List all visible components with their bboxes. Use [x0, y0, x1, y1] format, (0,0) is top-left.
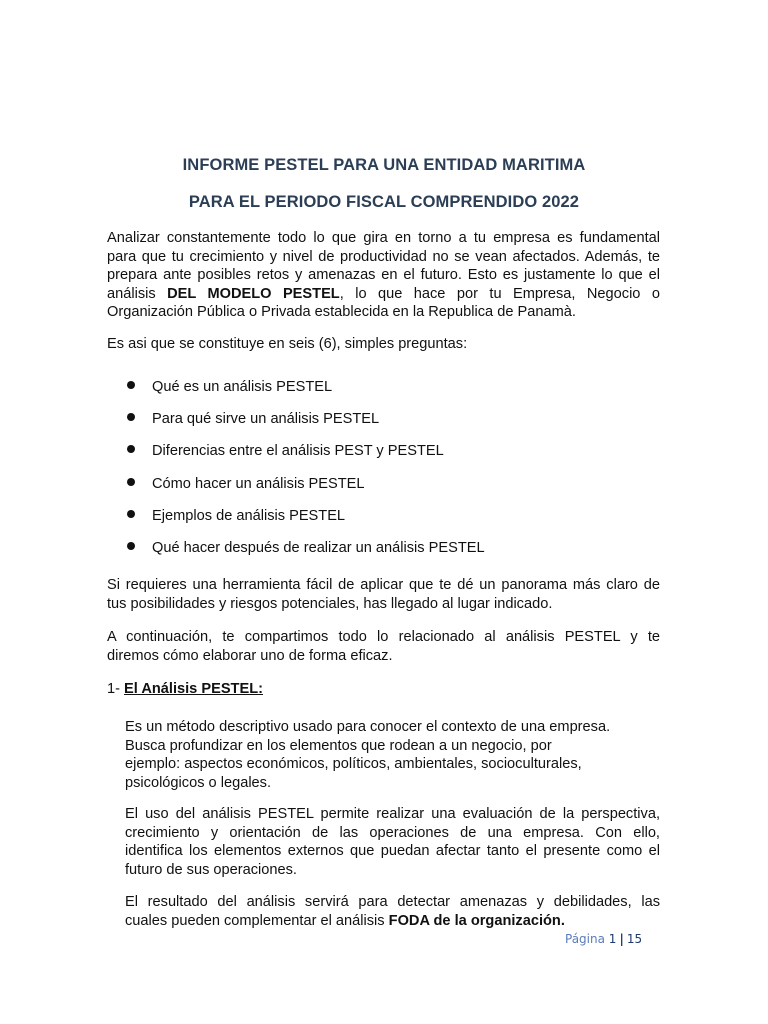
pestel-result-paragraph: [125, 893, 660, 930]
questions-intro-text: Es asi que se constituye en seis (6), simples preguntas:: [107, 336, 468, 352]
pestel-usage-paragraph: [125, 805, 660, 879]
document-title-line-1: INFORME PESTEL PARA UNA ENTIDAD MARITIMA: [182, 156, 586, 174]
intro-text: , lo que hace por tu Empresa, Negocio o: [339, 285, 660, 302]
tool-paragraph: [107, 576, 660, 613]
intro-line: Organización Pública o Privada establecida en la Republica de Panamà.: [107, 304, 576, 321]
questions-list: [127, 378, 485, 571]
total-pages: 15: [626, 932, 643, 946]
list-item: [127, 507, 485, 539]
share-paragraph: [107, 628, 660, 665]
list-item: [127, 378, 485, 410]
intro-line: Analizar constantemente todo lo que gira en torno a tu empresa es fundamental: [107, 230, 660, 246]
list-item: [127, 410, 485, 442]
pestel-model-emphasis: DEL MODELO PESTEL: [167, 285, 340, 302]
list-item: [127, 539, 485, 571]
questions-intro: [107, 335, 660, 354]
usage-line: futuro de sus operaciones.: [125, 861, 297, 878]
section-heading: [107, 680, 263, 698]
bullet-icon: [127, 413, 135, 421]
usage-line: crecimiento y orientación de las operaciones de una empresa. Con ello,: [125, 824, 660, 841]
usage-line: identifica los elementos externos que puedan afectar tanto el presente como el: [125, 843, 660, 860]
tool-line: tus posibilidades y riesgos potenciales, has llegado al lugar indicado.: [107, 595, 553, 612]
page-label: Página: [565, 932, 605, 946]
pestel-definition-paragraph: [125, 718, 660, 792]
usage-line: El uso del análisis PESTEL permite realizar una evaluación de la perspectiva,: [125, 806, 660, 822]
intro-line: para que tu crecimiento y nivel de productividad no se vean afectados. Además, te: [107, 248, 660, 265]
section-title: El Análisis PESTEL:: [124, 681, 263, 697]
bullet-icon: [127, 381, 135, 389]
list-item-text: Cómo hacer un análisis PESTEL: [152, 475, 365, 492]
page-number-footer: [565, 931, 642, 947]
intro-line: [107, 285, 660, 304]
current-page-number: 1: [608, 932, 617, 946]
list-item-text: Qué hacer después de realizar un análisis PESTEL: [152, 539, 485, 556]
bullet-icon: [127, 542, 135, 550]
foda-emphasis: FODA de la organización.: [388, 912, 565, 929]
list-item-text: Diferencias entre el análisis PEST y PESTEL: [152, 443, 444, 460]
tool-line: Si requieres una herramienta fácil de aplicar que te dé un panorama más claro de: [107, 577, 660, 593]
result-line: [125, 912, 660, 931]
bullet-icon: [127, 445, 135, 453]
share-line: A continuación, te compartimos todo lo relacionado al análisis PESTEL y te: [107, 629, 660, 645]
definition-line: psicológicos o legales.: [125, 774, 272, 791]
list-item-text: Para qué sirve un análisis PESTEL: [152, 411, 380, 428]
list-item-text: Qué es un análisis PESTEL: [152, 379, 333, 395]
list-item: [127, 475, 485, 507]
intro-text: análisis: [107, 285, 168, 302]
share-line: diremos cómo elaborar uno de forma eficaz.: [107, 647, 393, 664]
definition-line: ejemplo: aspectos económicos, políticos, ambientales, socioculturales,: [125, 756, 582, 773]
bullet-icon: [127, 510, 135, 518]
list-item: [127, 442, 485, 474]
intro-paragraph: [107, 229, 660, 322]
definition-line: Es un método descriptivo usado para conocer el contexto de una empresa.: [125, 719, 611, 735]
intro-line: prepara ante posibles retos y amenazas en el futuro. Esto es justamente lo que el: [107, 267, 660, 284]
bullet-icon: [127, 478, 135, 486]
result-line: El resultado del análisis servirá para detectar amenazas y debilidades, las: [125, 894, 660, 910]
definition-line: Busca profundizar en los elementos que rodean a un negocio, por: [125, 737, 552, 754]
page-separator: |: [619, 932, 624, 946]
result-text: cuales pueden complementar el análisis: [125, 912, 389, 929]
document-title-line-2: PARA EL PERIODO FISCAL COMPRENDIDO 2022: [188, 193, 580, 211]
list-item-text: Ejemplos de análisis PESTEL: [152, 507, 346, 524]
section-number: 1-: [107, 681, 125, 697]
